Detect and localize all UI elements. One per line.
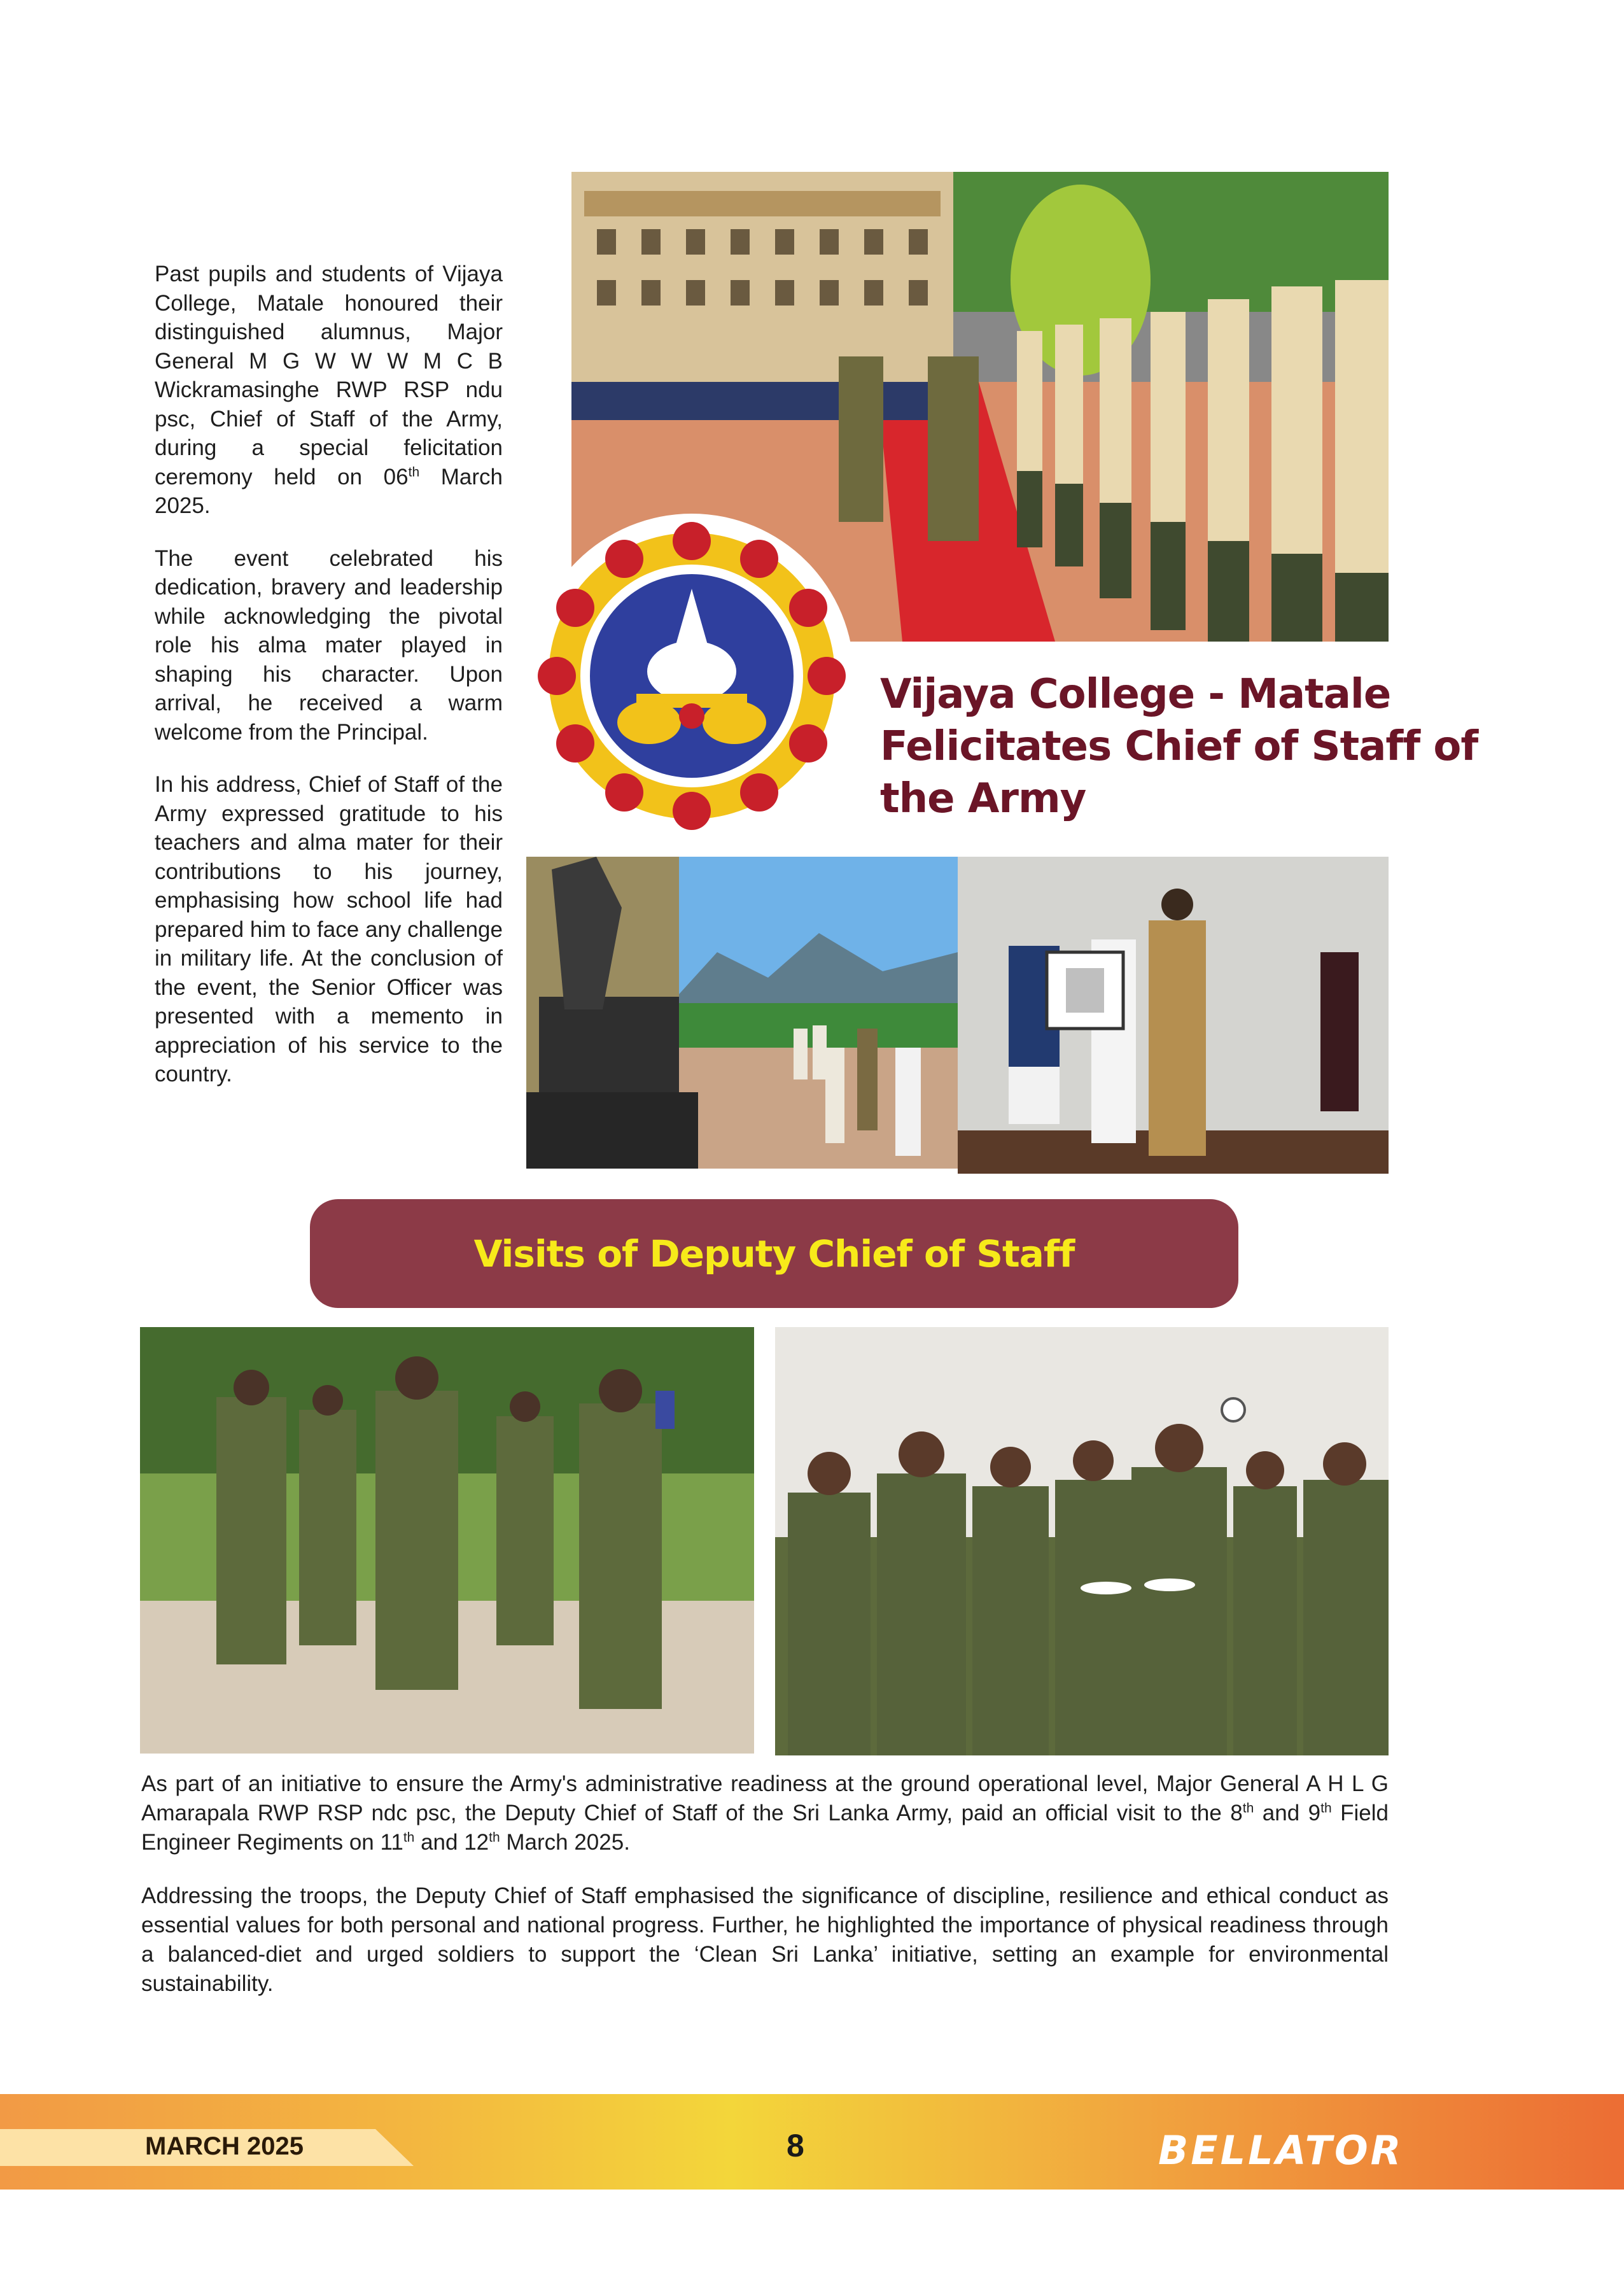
photo-memento-presentation [958, 857, 1389, 1174]
magazine-brand: BELLATOR [1158, 2127, 1404, 2174]
deputy-article-text [141, 1769, 1389, 2023]
article-headline: Vijaya College - Matale Felicitates Chief of Staff of the Army [880, 671, 1478, 822]
photo-officers-walking [140, 1327, 754, 1754]
intro-paragraph-3: In his address, Chief of Staff of the Army expressed gratitude to his teachers and alma mater for their contributions to his journey, emphasising how school life had prepared him to face any challenge in military life. At the conclusion of the event, the Senior Officer was presented with a memento in appreciation of his service to the country. [155, 772, 503, 1086]
page-number: 8 [787, 2128, 804, 2163]
vijaya-college-crest [528, 512, 856, 840]
photo-statue-mountains [526, 857, 958, 1169]
intro-text-column [155, 260, 503, 1113]
footer-month: MARCH 2025 [145, 2132, 304, 2160]
section-banner [310, 1199, 1238, 1308]
photo-soldiers-gathering [775, 1327, 1389, 1755]
intro-paragraph-2: The event celebrated his dedication, bravery and leadership while acknowledging the pivotal role his alma mater played in shaping his character. Upon arrival, he received a warm welcome from the Principal. [155, 545, 503, 745]
deputy-paragraph-2: Addressing the troops, the Deputy Chief of Staff emphasised the significance of discipline, resilience and ethical conduct as essential values for both personal and national progress. Further, he highlighted the importance of physical readiness through a balanced-diet and urged soldiers to support the ‘Clean Sri Lanka’ initiative, setting an example for environmental sustainability. [141, 1883, 1389, 1996]
deputy-paragraph-1: As part of an initiative to ensure the Army's administrative readiness at the ground operational level, Major General A H L G Amarapala RWP RSP ndc psc, the Deputy Chief of Staff of the Sri Lanka Army, paid an official visit to the 8th and 9th Field Engineer Regiments on 11th and 12th March 2025. [141, 1771, 1389, 1855]
section-banner-title: Visits of Deputy Chief of Staff [473, 1232, 1075, 1276]
intro-paragraph-1: Past pupils and students of Vijaya College, Matale honoured their distinguished alumnus, Major General M G W W W M C B Wickramasinghe RWP RSP ndu psc, Chief of Staff of the Army, during a special felicitation ceremony held on 06th March 2025. [155, 262, 503, 518]
